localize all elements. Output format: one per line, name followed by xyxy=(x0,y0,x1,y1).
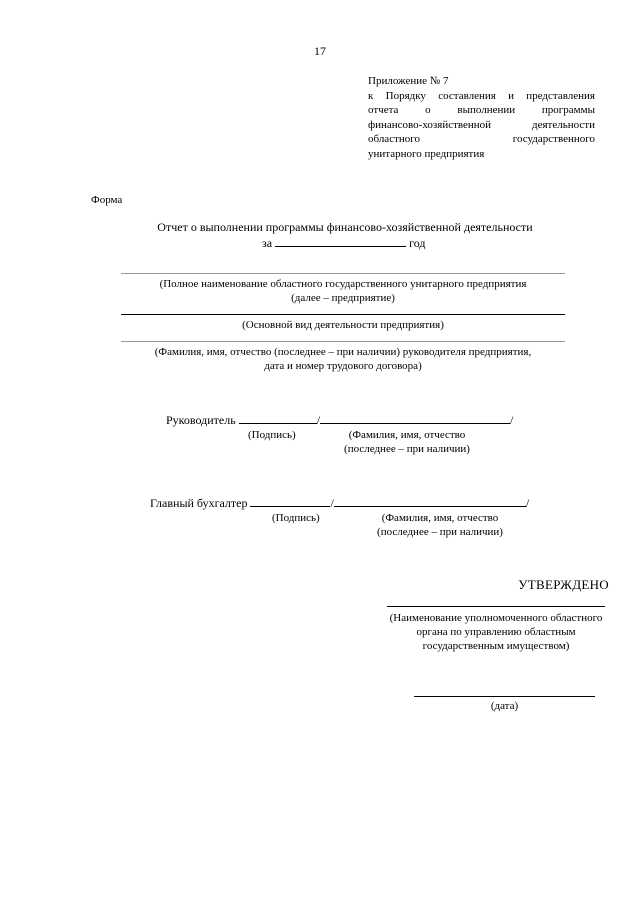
accountant-fio-caption xyxy=(368,511,512,539)
approval-org-line: государственным имуществом) xyxy=(422,640,570,652)
head-caption-line: (Фамилия, имя, отчество (последнее – при наличии) руководителя предприятия, xyxy=(154,346,532,358)
period-blank xyxy=(275,235,406,247)
name-caption-line: (Полное наименование областного государственного унитарного предприятия xyxy=(159,278,527,290)
appendix-title: Приложение № 7 xyxy=(368,75,449,87)
separator: / xyxy=(316,413,321,427)
appendix-header xyxy=(368,74,595,161)
report-title: Отчет о выполнении программы финансово-хозяйственной деятельности xyxy=(157,220,533,234)
director-signature-caption: (Подпись) xyxy=(248,429,296,441)
accountant-signature-blank xyxy=(250,495,330,507)
approval-org-caption xyxy=(370,611,622,653)
director-label: Руководитель xyxy=(166,413,236,427)
approved-stamp: УТВЕРЖДЕНО xyxy=(518,577,609,592)
director-fio-blank xyxy=(320,412,510,424)
form-label: Форма xyxy=(91,194,123,206)
director-fio-caption xyxy=(337,428,477,456)
activity-rule xyxy=(121,314,565,315)
name-rule xyxy=(121,273,565,274)
activity-caption: (Основной вид деятельности предприятия) xyxy=(242,319,444,331)
appendix-line: финансово-хозяйственной деятельности xyxy=(368,118,595,131)
appendix-line: областного государственного xyxy=(368,133,595,145)
fio-caption-line: (последнее – при наличии) xyxy=(377,526,503,538)
head-caption xyxy=(100,345,586,373)
period-prefix: за xyxy=(262,236,273,250)
accountant-signature-line xyxy=(150,495,529,512)
report-period xyxy=(262,235,425,252)
separator: / xyxy=(330,496,334,510)
approval-date-caption: (дата) xyxy=(490,700,519,712)
director-signature-blank xyxy=(239,412,317,424)
approval-date-rule xyxy=(414,696,595,697)
separator: / xyxy=(525,496,530,510)
approval-org-rule xyxy=(387,606,605,607)
appendix-line: к Порядку составления и представления xyxy=(368,89,595,102)
director-signature-line xyxy=(166,412,513,429)
accountant-signature-caption: (Подпись) xyxy=(272,512,320,524)
accountant-label: Главный бухгалтер xyxy=(150,496,248,510)
fio-caption-line: (Фамилия, имя, отчество xyxy=(348,429,466,441)
fio-caption-line: (последнее – при наличии) xyxy=(344,443,470,455)
approval-org-line: органа по управлению областным xyxy=(416,626,576,638)
name-caption-line: (далее – предприятие) xyxy=(291,292,395,304)
appendix-line: унитарного предприятия xyxy=(368,147,485,160)
period-suffix: год xyxy=(409,236,426,250)
head-rule xyxy=(121,341,565,342)
page-number: 17 xyxy=(314,44,326,58)
fio-caption-line: (Фамилия, имя, отчество xyxy=(381,512,499,524)
appendix-line: отчета о выполнении программы xyxy=(368,104,595,116)
accountant-fio-blank xyxy=(334,495,526,507)
head-caption-line: дата и номер трудового договора) xyxy=(264,360,422,372)
approval-org-line: (Наименование уполномоченного областного xyxy=(389,612,603,624)
separator: / xyxy=(510,413,514,427)
name-caption xyxy=(100,277,586,305)
